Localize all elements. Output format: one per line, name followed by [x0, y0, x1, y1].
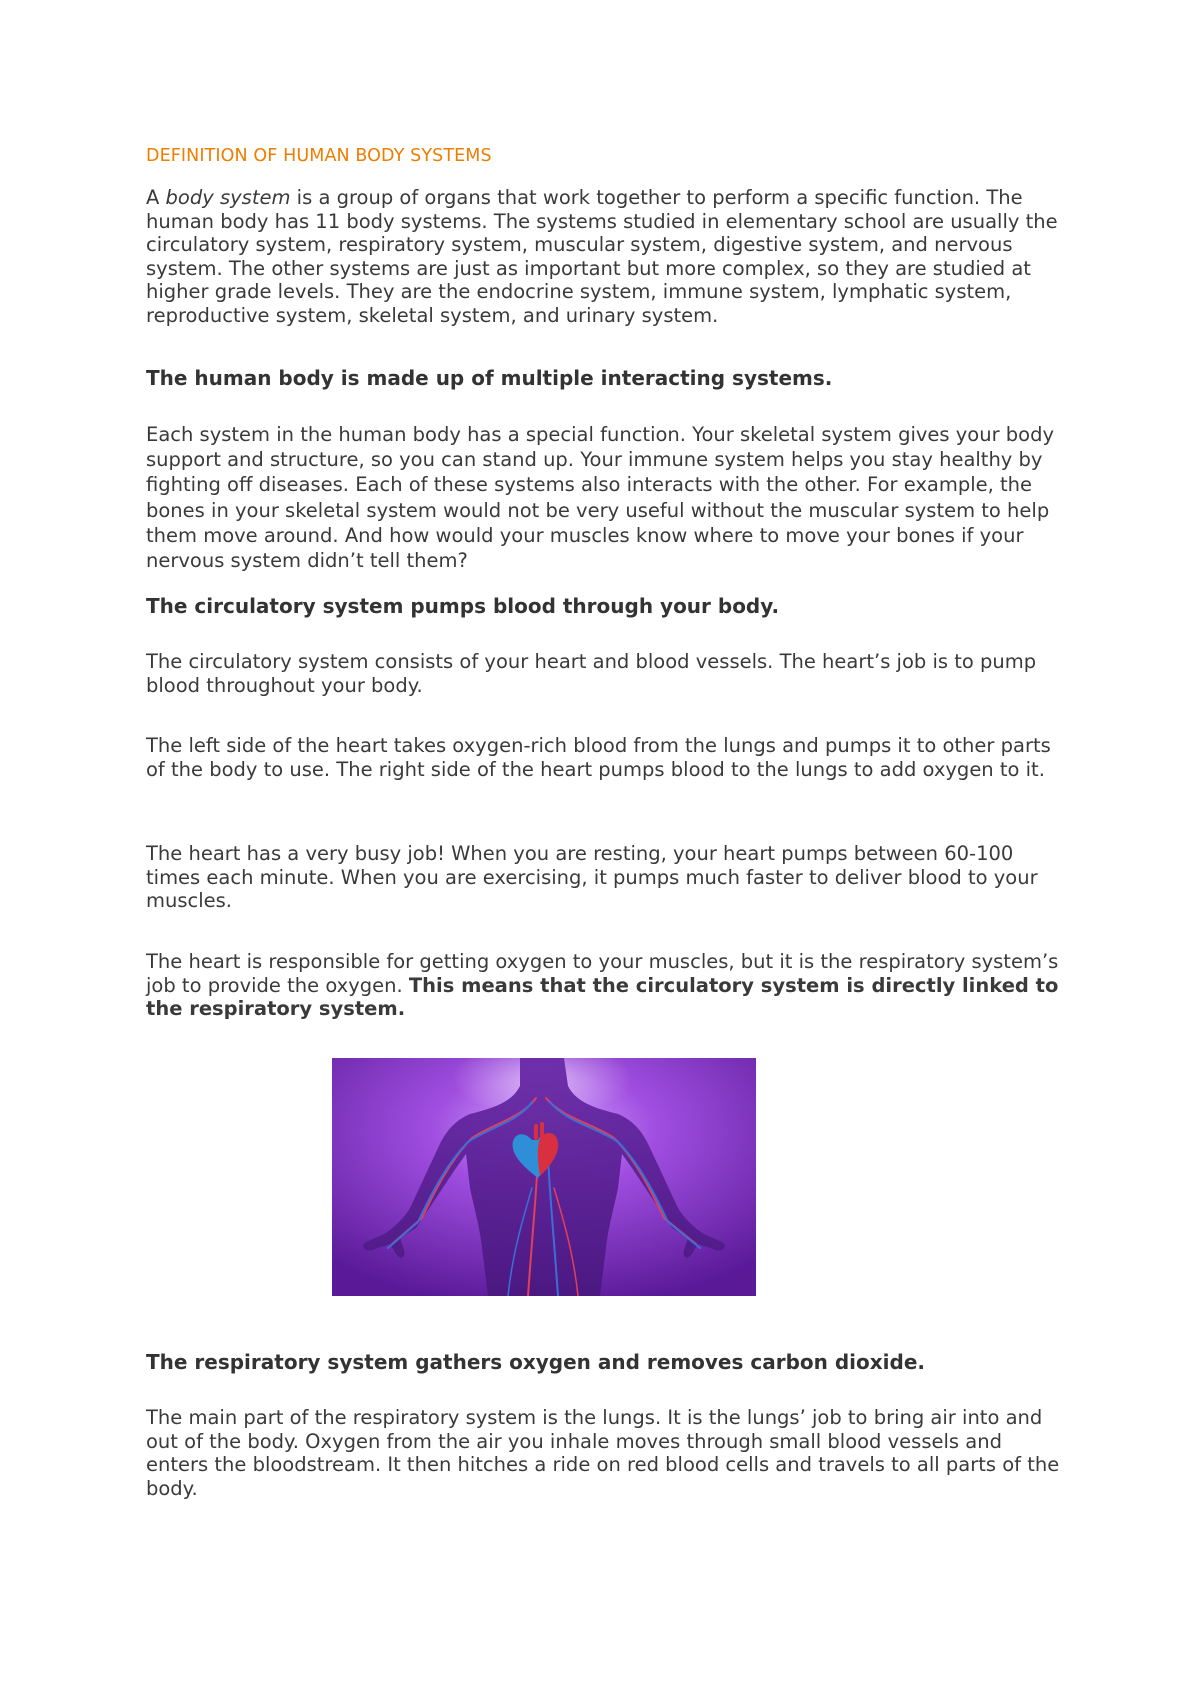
circulatory-paragraph-3: The heart has a very busy job! When you are resting, your heart pumps between 60-100 times each minute. When you are exercising, it pumps much faster to deliver blood to your muscles.	[146, 842, 1038, 912]
circulatory-paragraph-4-plain: The heart is responsible for getting oxygen to your muscles, but it is the respiratory system’s job to provide the oxygen.	[146, 950, 1059, 997]
section-heading-respiratory: The respiratory system gathers oxygen and removes carbon dioxide.	[146, 1350, 925, 1374]
intro-rest: is a group of organs that work together to perform a specific function. The human body has 11 body systems. The systems studied in elementary school are usually the circulatory system, respiratory system, muscular system, digestive system, and nervous system. The other systems are just as important but more complex, so they are studied at higher grade levels. They are the endocrine system, immune system, lymphatic system, reproductive system, skeletal system, and urinary system.	[146, 186, 1058, 327]
section-paragraph-interacting-systems: Each system in the human body has a special function. Your skeletal system gives your body support and structure, so you can stand up. Your immune system helps you stay healthy by fighting off diseases. Each of these systems also interacts with the other. For example, the bones in your skeletal system would not be very useful without the muscular system to help them move around. And how would your muscles know where to move your bones if your nervous system didn’t tell them?	[146, 423, 1055, 573]
intro-paragraph	[146, 186, 1066, 327]
circulatory-paragraph-2: The left side of the heart takes oxygen-rich blood from the lungs and pumps it to other parts of the body to use. The right side of the heart pumps blood to the lungs to add oxygen to it.	[146, 734, 1051, 781]
document-title: DEFINITION OF HUMAN BODY SYSTEMS	[146, 146, 492, 166]
circulatory-paragraph-1: The circulatory system consists of your heart and blood vessels. The heart’s job is to pump blood throughout your body.	[146, 650, 1037, 697]
section-heading-circulatory: The circulatory system pumps blood through your body.	[146, 594, 780, 618]
human-circulatory-system-illustration-icon	[332, 1058, 756, 1296]
respiratory-paragraph: The main part of the respiratory system is the lungs. It is the lungs’ job to bring air into and out of the body. Oxygen from the air you inhale moves through small blood vessels and enters the bloodstream. It then hitches a ride on red blood cells and travels to all parts of the body.	[146, 1406, 1060, 1500]
circulatory-paragraph-4-bold: This means that the circulatory system is directly linked to the respiratory system.	[146, 973, 1059, 1020]
circulatory-system-image	[332, 1058, 756, 1296]
intro-lead: A	[146, 186, 166, 209]
section-heading-interacting-systems: The human body is made up of multiple interacting systems.	[146, 366, 833, 390]
intro-italic-term: body system	[165, 186, 291, 209]
circulatory-paragraph-4	[146, 950, 1066, 1021]
